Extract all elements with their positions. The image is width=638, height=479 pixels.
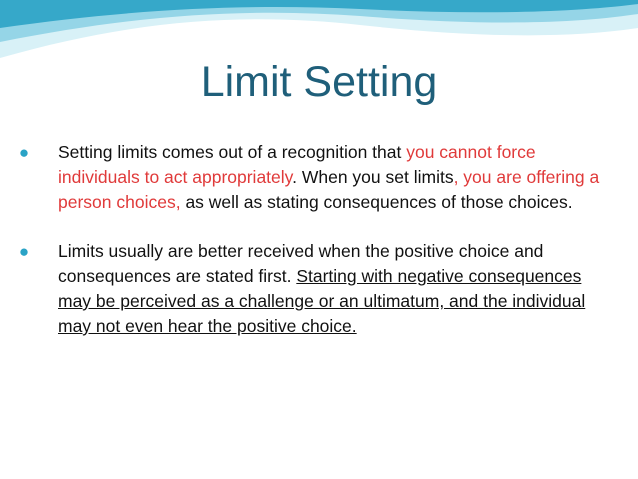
bullet-1-highlight-2: , you are offering a person choices, xyxy=(58,167,600,212)
bullet-2-text-1: Limits usually are better received when the positive choice and consequences are stated first. xyxy=(58,241,544,286)
bullet-1-text-2: . When you set limits xyxy=(292,167,454,187)
bullet-2-underlined-text: Starting with negative consequences may be perceived as a challenge or an ultimatum, and the individual may not even hear the positive choice. xyxy=(58,266,586,336)
bullet-list xyxy=(14,140,604,339)
circle-bullet-icon: ● xyxy=(18,242,30,261)
bullet-1-highlight-1: you cannot force individuals to act appropriately xyxy=(58,142,536,187)
slide-title: Limit Setting xyxy=(200,58,438,106)
bullet-1-text-3: as well as stating consequences of those choices. xyxy=(180,192,573,212)
circle-bullet-icon: ● xyxy=(18,143,30,162)
bullet-1-text-1: Setting limits comes out of a recognition that xyxy=(58,142,407,162)
bullet-item-2 xyxy=(14,239,604,339)
bullet-item-1 xyxy=(14,140,604,215)
